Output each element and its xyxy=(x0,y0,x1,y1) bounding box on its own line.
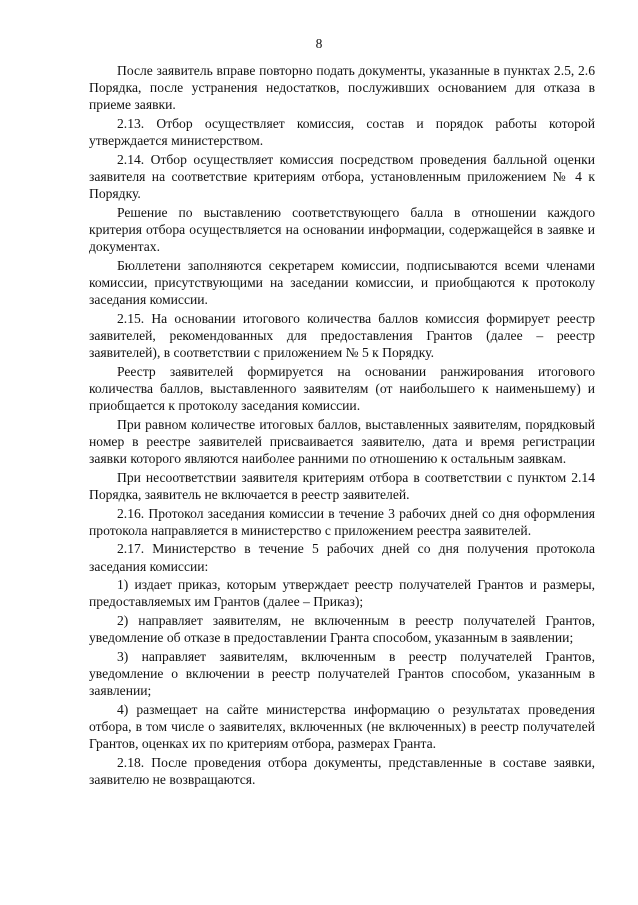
paragraph: При несоответствии заявителя критериям отбора в соответствии с пунктом 2.14 Порядка, заявитель не включается в реестр заявителей. xyxy=(89,469,595,502)
paragraph: 2.15. На основании итогового количества баллов комиссия формирует реестр заявителей, рекомендованных для предоставления Грантов (далее – реестр заявителей), в соответствии с приложением № 5 к Порядку. xyxy=(89,310,595,361)
list-item: 3) направляет заявителям, включенным в реестр получателей Грантов, уведомление о включении в реестр получателей Грантов способом, указанным в заявлении; xyxy=(89,648,595,699)
paragraph: 2.18. После проведения отбора документы, представленные в составе заявки, заявителю не возвращаются. xyxy=(89,754,595,787)
paragraph: При равном количестве итоговых баллов, выставленных заявителям, порядковый номер в реестре заявителей присваивается заявителю, дата и время регистрации заявки которого являются наиболее ранними по отношению к остальным заявкам. xyxy=(89,416,595,467)
paragraph: Решение по выставлению соответствующего балла в отношении каждого критерия отбора осуществляется на основании информации, содержащейся в заявке и документах. xyxy=(89,204,595,255)
list-item: 2) направляет заявителям, не включенным в реестр получателей Грантов, уведомление об отказе в предоставлении Гранта способом, указанным в заявлении; xyxy=(89,612,595,646)
paragraph: Реестр заявителей формируется на основании ранжирования итогового количества баллов, выставленного заявителям (от наибольшего к наименьшему) и приобщается к протоколу заседания комиссии. xyxy=(89,363,595,414)
paragraph: 2.17. Министерство в течение 5 рабочих дней со дня получения протокола заседания комиссии: xyxy=(89,541,595,574)
paragraph: 2.13. Отбор осуществляет комиссия, состав и порядок работы которой утверждается министерством. xyxy=(89,116,595,149)
paragraph: После заявитель вправе повторно подать документы, указанные в пунктах 2.5, 2.6 Порядка, после устранения недостатков, послуживших основанием для отказа в приеме заявки. xyxy=(89,63,595,113)
paragraph: 2.16. Протокол заседания комиссии в течение 3 рабочих дней со дня оформления протокола направляется в министерство с приложением реестра заявителей. xyxy=(89,505,595,538)
list-item: 1) издает приказ, которым утверждает реестр получателей Грантов и размеры, предоставляемых им Грантов (далее – Приказ); xyxy=(89,577,595,610)
page-number: 8 xyxy=(315,36,323,51)
paragraph: 2.14. Отбор осуществляет комиссия посредством проведения балльной оценки заявителя на соответствие критериям отбора, установленным приложением № 4 к Порядку. xyxy=(89,151,595,202)
document-body xyxy=(89,62,595,790)
list-item: 4) размещает на сайте министерства информацию о результатах проведения отбора, в том числе о заявителях, включенных (не включенных) в реестр получателей Грантов, оценках их по критериям отбора, размерах Гранта. xyxy=(89,701,595,752)
paragraph: Бюллетени заполняются секретарем комиссии, подписываются всеми членами комиссии, присутствующими на заседании комиссии, и приобщаются к протоколу заседания комиссии. xyxy=(89,257,595,308)
